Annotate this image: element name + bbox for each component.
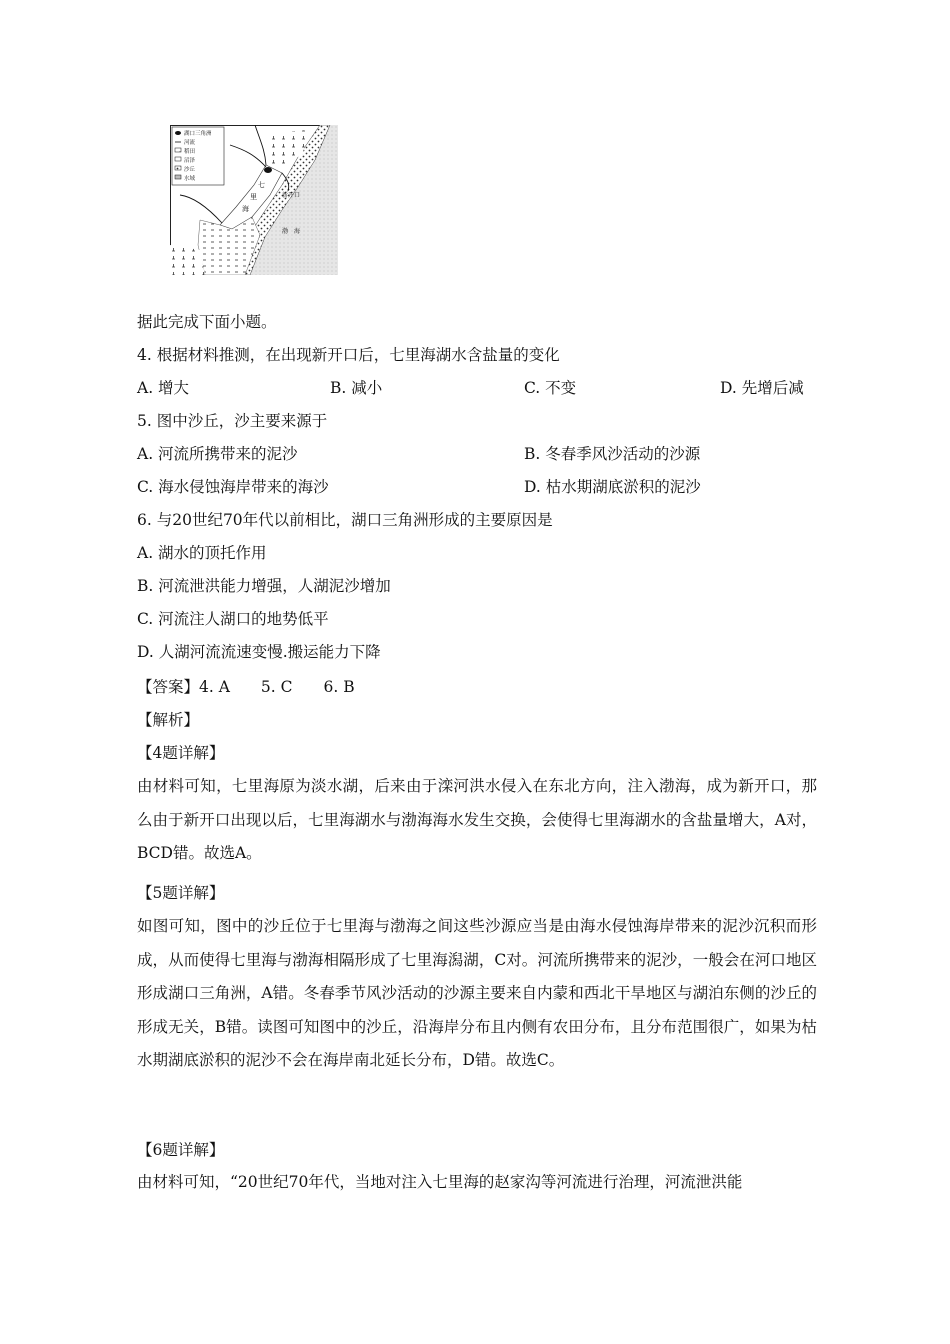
question-6-stem: 6. 与20世纪70年代以前相比，湖口三角洲形成的主要原因是 bbox=[137, 511, 553, 529]
q4-detail-heading: 【4题详解】 bbox=[137, 744, 225, 762]
question-5-option-b: B. 冬春季风沙活动的沙源 bbox=[524, 445, 701, 463]
question-5-stem: 5. 图中沙丘，沙主要来源于 bbox=[137, 412, 328, 430]
legend-delta: 湖口三角洲 bbox=[184, 131, 212, 137]
legend-marsh: 沼泽 bbox=[184, 158, 196, 164]
intro-text: 据此完成下面小题。 bbox=[137, 313, 277, 331]
question-4-option-d: D. 先增后减 bbox=[720, 379, 804, 397]
map-label-qi: 七 bbox=[258, 181, 265, 189]
q6-detail-text: 由材料可知，“20世纪70年代，当地对注入七里海的赵家沟等河流进行治理，河流泄洪能 bbox=[137, 1173, 743, 1191]
q5-detail-heading: 【5题详解】 bbox=[137, 884, 225, 902]
answer-line: 【答案】4. A 5. C 6. B bbox=[137, 678, 355, 696]
question-6-option-c: C. 河流注人湖口的地势低平 bbox=[137, 610, 329, 628]
question-5-option-d: D. 枯水期湖底淤积的泥沙 bbox=[524, 478, 701, 496]
legend-water: 水域 bbox=[184, 176, 196, 182]
legend-river: 河流 bbox=[184, 140, 196, 146]
question-6-option-d: D. 人湖河流流速变慢.搬运能力下降 bbox=[137, 643, 381, 661]
question-4-stem: 4. 根据材料推测，在出现新开口后，七里海湖水含盐量的变化 bbox=[137, 346, 560, 364]
q4-detail-text: 由材料可知，七里海原为淡水湖，后来由于滦河洪水侵入在东北方向，注入渤海，成为新开口，那么由于新开口出现以后，七里海湖水与渤海海水发生交换，会使得七里海湖水的含盐量增大，A对，BCD错。故选A。 bbox=[137, 777, 817, 862]
q6-detail-heading: 【6题详解】 bbox=[137, 1141, 225, 1159]
map-figure bbox=[170, 125, 338, 275]
q5-detail-text: 如图可知，图中的沙丘位于七里海与渤海之间这些沙源应当是由海水侵蚀海岸带来的泥沙沉积而形成，从而使得七里海与渤海相隔形成了七里海潟湖，C对。河流所携带来的泥沙，一般会在河口地区形成湖口三角洲，A错。冬春季节风沙活动的沙源主要来自内蒙和西北干旱地区与湖泊东侧的沙丘的形成无关，B错。读图可知图中的沙丘，沿海岸分布且内侧有农田分布，且分布范围很广，如果为枯水期湖底淤积的泥沙不会在海岸南北延长分布，D错。故选C。 bbox=[137, 917, 817, 1069]
question-5-option-c: C. 海水侵蚀海岸带来的海沙 bbox=[137, 478, 329, 496]
question-5-option-a: A. 河流所携带来的泥沙 bbox=[137, 445, 298, 463]
map-label-xinkaikou: 新开口 bbox=[282, 192, 301, 199]
legend-paddy: 稻田 bbox=[184, 149, 196, 155]
question-6-option-b: B. 河流泄洪能力增强，人湖泥沙增加 bbox=[137, 577, 391, 595]
analysis-heading: 【解析】 bbox=[137, 711, 200, 729]
map-label-bohai: 渤 海 bbox=[282, 228, 301, 235]
map-label-hai: 海 bbox=[242, 205, 249, 213]
question-4-option-b: B. 减小 bbox=[330, 379, 383, 397]
lake-delta-marker bbox=[264, 167, 272, 173]
question-6-option-a: A. 湖水的顶托作用 bbox=[137, 544, 267, 562]
question-4-option-c: C. 不变 bbox=[524, 379, 577, 397]
question-4-option-a: A. 增大 bbox=[137, 379, 190, 397]
map-label-li: 里 bbox=[250, 193, 257, 201]
legend-dune: 沙丘 bbox=[184, 167, 196, 173]
